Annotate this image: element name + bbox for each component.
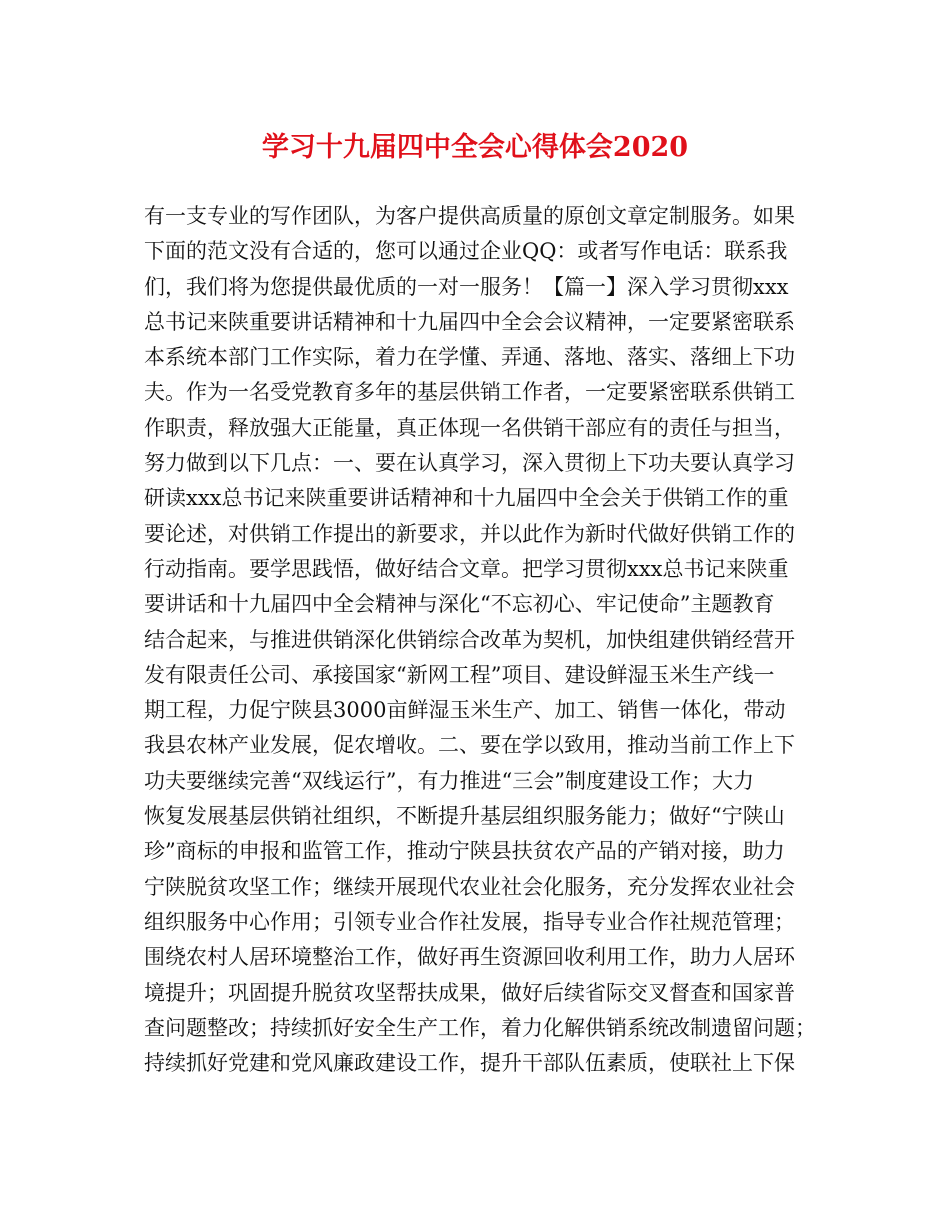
body-text-line: 组织服务中心作用；引领专业合作社发展，指导专业合作社规范管理； bbox=[144, 909, 795, 934]
body-text-line: 期工程，力促宁陕县3000亩鲜湿玉米生产、加工、销售一体化，带动 bbox=[144, 698, 786, 723]
body-text-line: 珍”商标的申报和监管工作，推动宁陕县扶贫农产品的产销对接，助力 bbox=[144, 839, 785, 864]
body-text-line: 们，我们将为您提供最优质的一对一服务！【篇一】深入学习贯彻xxx bbox=[144, 274, 789, 299]
body-text-line: 有一支专业的写作团队，为客户提供高质量的原创文章定制服务。如果 bbox=[144, 204, 795, 228]
body-text-line: 宁陕脱贫攻坚工作；继续开展现代农业社会化服务，充分发挥农业社会 bbox=[144, 874, 795, 899]
body-text-line: 要论述，对供销工作提出的新要求，并以此作为新时代做好供销工作的 bbox=[144, 521, 795, 546]
body-text-line: 我县农林产业发展，促农增收。二、要在学以致用，推动当前工作上下 bbox=[144, 733, 795, 758]
body-text-line: 结合起来，与推进供销深化供销综合改革为契机，加快组建供销经营开 bbox=[144, 627, 795, 652]
body-text-line: 本系统本部门工作实际，着力在学懂、弄通、落地、落实、落细上下功 bbox=[144, 345, 795, 370]
body-text-line: 努力做到以下几点：一、要在认真学习，深入贯彻上下功夫要认真学习 bbox=[144, 451, 795, 476]
body-text-line: 查问题整改；持续抓好安全生产工作，着力化解供销系统改制遗留问题； bbox=[144, 1015, 816, 1040]
body-text-line: 作职责，释放强大正能量，真正体现一名供销干部应有的责任与担当， bbox=[144, 415, 795, 440]
body-text-line: 恢复发展基层供销社组织，不断提升基层组织服务能力；做好“宁陕山 bbox=[144, 804, 785, 829]
body-text-line: 行动指南。要学思践悟，做好结合文章。把学习贯彻xxx总书记来陕重 bbox=[144, 556, 789, 581]
body-text-line: 持续抓好党建和党风廉政建设工作，提升干部队伍素质，使联社上下保 bbox=[144, 1051, 795, 1076]
body-text-line: 下面的范文没有合适的，您可以通过企业QQ：或者写作电话：联系我 bbox=[144, 239, 788, 264]
document-body bbox=[144, 199, 844, 1081]
body-text-line: 总书记来陕重要讲话精神和十九届四中全会会议精神，一定要紧密联系 bbox=[144, 309, 795, 334]
body-text-line: 功夫要继续完善“双线运行”，有力推进“三会”制度建设工作；大力 bbox=[144, 768, 754, 793]
document-title: 学习十九届四中全会心得体会2020 bbox=[261, 132, 689, 163]
body-text-line: 发有限责任公司、承接国家“新网工程”项目、建设鲜湿玉米生产线一 bbox=[144, 662, 775, 687]
body-text-line: 境提升；巩固提升脱贫攻坚帮扶成果，做好后续省际交叉督查和国家普 bbox=[144, 980, 795, 1005]
body-text-line: 研读xxx总书记来陕重要讲话精神和十九届四中全会关于供销工作的重 bbox=[144, 486, 789, 511]
body-text-line: 要讲话和十九届四中全会精神与深化“不忘初心、牢记使命”主题教育 bbox=[144, 592, 775, 617]
body-text-line: 夫。作为一名受党教育多年的基层供销工作者，一定要紧密联系供销工 bbox=[144, 380, 795, 405]
body-text-line: 围绕农村人居环境整治工作，做好再生资源回收利用工作，助力人居环 bbox=[144, 945, 795, 970]
